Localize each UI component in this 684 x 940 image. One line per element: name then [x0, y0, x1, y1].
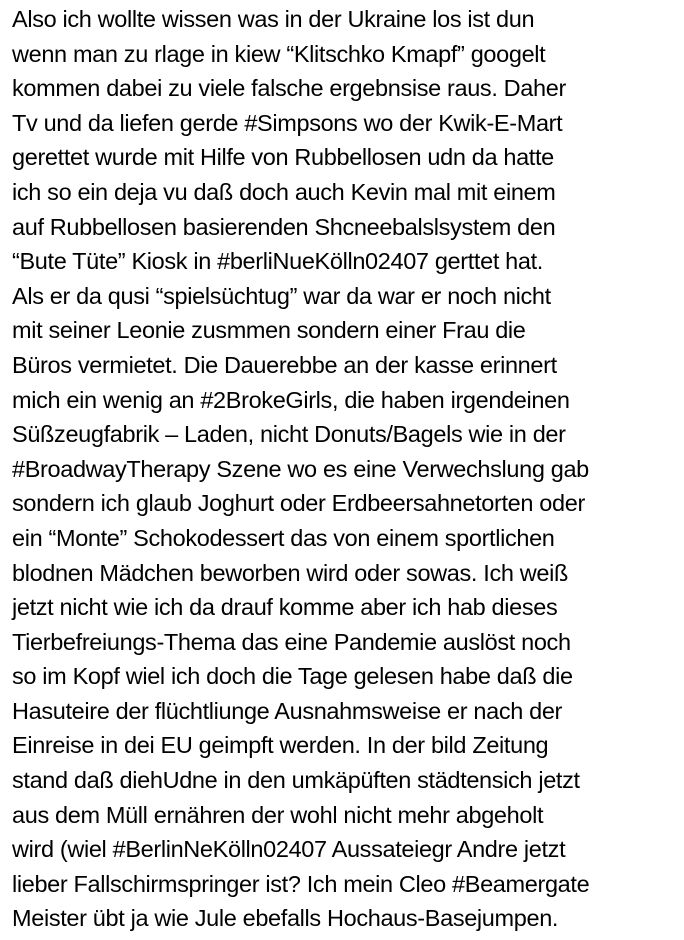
text-line: gerettet wurde mit Hilfe von Rubbellosen udn da hatte — [12, 144, 554, 171]
text-line: lieber Fallschirmspringer ist? Ich mein Cleo #Beamergate — [12, 870, 590, 897]
text-line: auf Rubbellosen basierenden Shcneebalslsystem den — [12, 213, 556, 240]
text-line: Büros vermietet. Die Dauerebbe an der kasse erinnert — [12, 351, 557, 378]
text-line: sondern ich glaub Joghurt oder Erdbeersahnetorten oder — [12, 490, 585, 517]
text-line: ich so ein deja vu daß doch auch Kevin mal mit einem — [12, 178, 556, 205]
text-line: #BroadwayTherapy Szene wo es eine Verwechslung gab — [12, 455, 589, 482]
text-line: jetzt nicht wie ich da drauf komme aber ich hab dieses — [12, 594, 558, 621]
text-line: Einreise in dei EU geimpft werden. In der bild Zeitung — [12, 732, 549, 759]
text-line: Süßzeugfabrik – Laden, nicht Donuts/Bagels wie in der — [12, 421, 566, 448]
text-line: “Bute Tüte” Kiosk in #berliNueKölln02407 gerttet hat. — [12, 248, 543, 275]
text-line: Also ich wollte wissen was in der Ukraine los ist dun — [12, 6, 535, 32]
text-line: Hasuteire der flüchtliunge Ausnahmsweise er nach der — [12, 697, 563, 724]
text-line: aus dem Müll ernähren der wohl nicht mehr abgeholt — [12, 801, 544, 828]
text-line: Als er da qusi “spielsüchtug” war da war er noch nicht — [12, 282, 551, 309]
text-line: ein “Monte” Schokodessert das von einem sportlichen — [12, 524, 555, 551]
text-line: wird (wiel #BerlinNeKölln02407 Aussateiegr Andre jetzt — [12, 836, 566, 863]
text-line: Tierbefreiungs-Thema das eine Pandemie auslöst noch — [12, 628, 571, 655]
text-line: so im Kopf wiel ich doch die Tage gelesen habe daß die — [12, 663, 573, 690]
text-line: Meister übt ja wie Jule ebefalls Hochaus-Basejumpen. — [12, 905, 559, 932]
text-line: kommen dabei zu viele falsche ergebnsise raus. Daher — [12, 75, 566, 102]
text-line: wenn man zu rlage in kiew “Klitschko Kmapf” googelt — [12, 40, 546, 67]
text-line: mich ein wenig an #2BrokeGirls, die haben irgendeinen — [12, 386, 570, 413]
text-line: blodnen Mädchen beworben wird oder sowas. Ich weiß — [12, 559, 568, 586]
text-line: Tv und da liefen gerde #Simpsons wo der Kwik-E-Mart — [12, 109, 563, 136]
text-line: stand daß diehUdne in den umkäpüften städtensich jetzt — [12, 767, 580, 794]
text-line: mit seiner Leonie zusmmen sondern einer Frau die — [12, 317, 526, 344]
body-text — [12, 2, 684, 936]
